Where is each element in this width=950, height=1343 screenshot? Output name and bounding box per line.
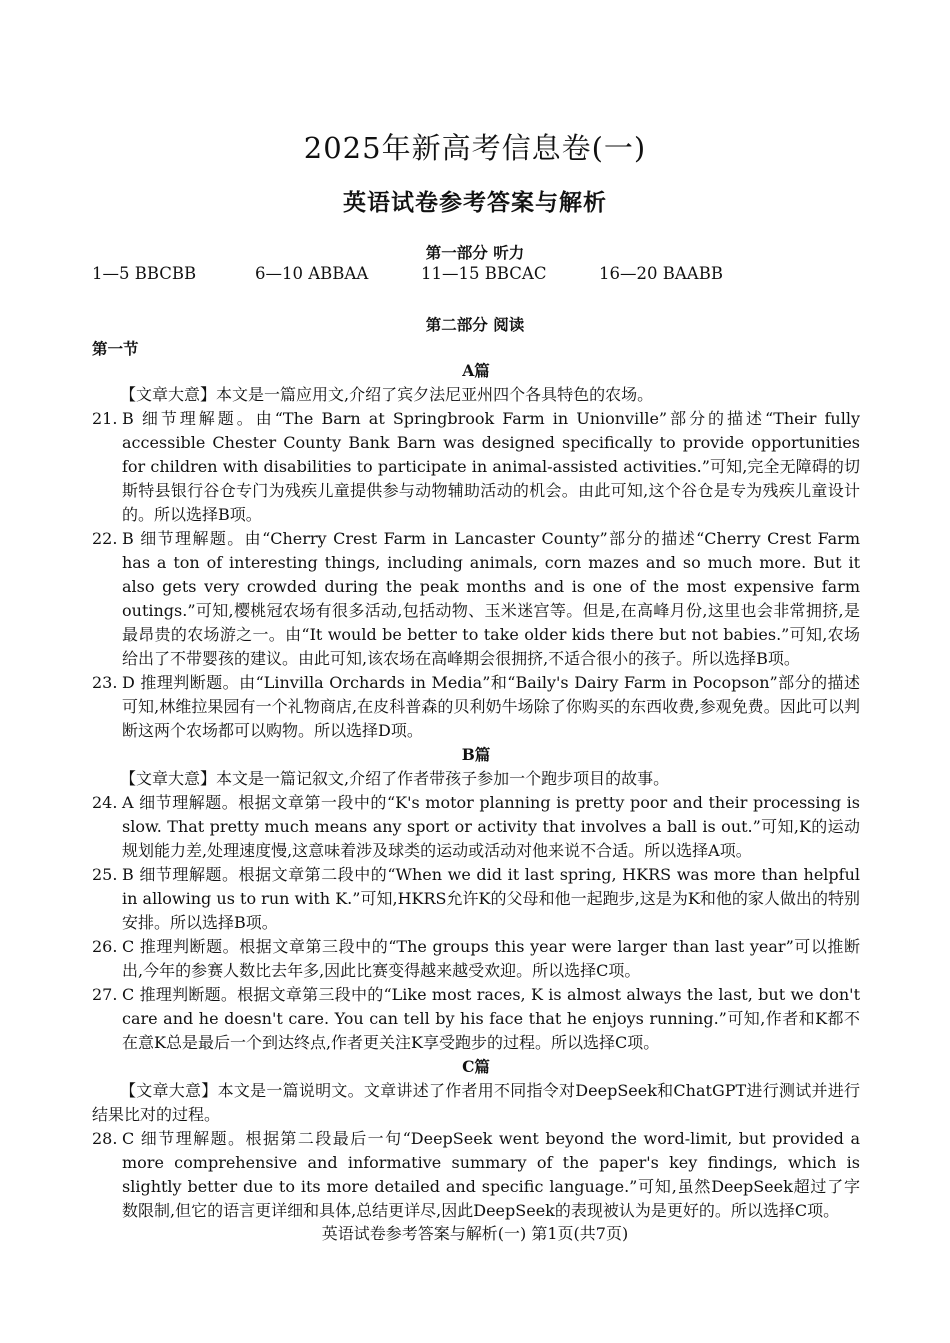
question-number: 21. bbox=[92, 409, 118, 428]
passage-c-heading: C篇 bbox=[462, 1057, 490, 1076]
answer-group: 11—15 BBCAC bbox=[421, 264, 547, 283]
question-27 bbox=[92, 983, 860, 1055]
section-heading: 第一节 bbox=[92, 339, 139, 358]
passage-a-heading: A篇 bbox=[462, 361, 490, 380]
reading-answers bbox=[92, 359, 860, 1223]
passage-b-heading: B篇 bbox=[461, 745, 491, 764]
question-explanation: C 推理判断题。根据文章第三段中的“Like most races, K is almost always the last, but we don't care and he doesn't care. You can tell by his face that he enjoys running.”可知,作者和K都不在意K总是最后一个到达终点,作者更关注K享受跑步的过程。所以选择C项。 bbox=[122, 985, 860, 1052]
question-explanation: B 细节理解题。根据文章第二段中的“When we did it last spring, HKRS was more than helpful in allowing us to run with K.”可知,HKRS允许K的父母和他一起跑步,这是为K和他的家人做出的特别安排。所以选择B项。 bbox=[122, 865, 860, 932]
question-21 bbox=[92, 407, 860, 527]
question-number: 23. bbox=[92, 673, 118, 692]
question-number: 24. bbox=[92, 793, 118, 812]
question-explanation: D 推理判断题。由“Linvilla Orchards in Media”和“Baily's Dairy Farm in Pocopson”部分的描述可知,林维拉果园有一个礼物商店,在皮科普森的贝利奶牛场除了你购买的东西收费,参观免费。因此可以判断这两个农场都可以购物。所以选择D项。 bbox=[122, 673, 860, 740]
question-26 bbox=[92, 935, 860, 983]
question-explanation: B 细节理解题。由“Cherry Crest Farm in Lancaster County”部分的描述“Cherry Crest Farm has a ton of interesting things, including animals, corn mazes and so much more. But it also gets very crowded during the peak months and is one of the most expensive farm outings.”可知,樱桃冠农场有很多活动,包括动物、玉米迷宫等。但是,在高峰月份,这里也会非常拥挤,是最昂贵的农场游之一。由“It would be better to take older kids there but not babies.”可知,农场给出了不带婴孩的建议。由此可知,该农场在高峰期会很拥挤,不适合很小的孩子。所以选择B项。 bbox=[122, 529, 860, 668]
question-number: 26. bbox=[92, 937, 118, 956]
question-23 bbox=[92, 671, 860, 743]
part1-heading: 第一部分 听力 bbox=[425, 243, 525, 262]
question-explanation: C 推理判断题。根据文章第三段中的“The groups this year were larger than last year”可以推断出,今年的参赛人数比去年多,因此比赛变得越来越受欢迎。所以选择C项。 bbox=[122, 937, 860, 980]
question-24 bbox=[92, 791, 860, 863]
question-25 bbox=[92, 863, 860, 935]
question-28 bbox=[92, 1127, 860, 1223]
question-number: 25. bbox=[92, 865, 118, 884]
listening-answers bbox=[92, 264, 723, 283]
page-subtitle: 英语试卷参考答案与解析 bbox=[343, 189, 607, 216]
part2-heading: 第二部分 阅读 bbox=[425, 315, 525, 334]
question-number: 22. bbox=[92, 529, 118, 548]
answer-group: 6—10 ABBAA bbox=[255, 264, 369, 283]
answer-group: 16—20 BAABB bbox=[599, 264, 723, 283]
answer-group: 1—5 BBCBB bbox=[92, 264, 197, 283]
question-explanation: C 细节理解题。根据第二段最后一句“DeepSeek went beyond the word-limit, but provided a more comprehensive and informative summary of the paper's key findings, which is slightly better due to its more detailed and specific language.”可知,虽然DeepSeek超过了字数限制,但它的语言更详细和具体,总结更详尽,因此DeepSeek的表现被认为是更好的。所以选择C项。 bbox=[122, 1129, 860, 1220]
passage-a-summary: 【文章大意】本文是一篇应用文,介绍了宾夕法尼亚州四个各具特色的农场。 bbox=[120, 385, 654, 404]
page-footer: 英语试卷参考答案与解析(一) 第1页(共7页) bbox=[321, 1224, 629, 1243]
question-explanation: A 细节理解题。根据文章第一段中的“K's motor planning is pretty poor and their processing is slow. That pretty much means any sport or activity that involves a ball is out.”可知,K的运动规划能力差,处理速度慢,这意味着涉及球类的运动或活动对他来说不合适。所以选择A项。 bbox=[122, 793, 860, 860]
question-explanation: B 细节理解题。由“The Barn at Springbrook Farm in Unionville”部分的描述“Their fully accessible Chester County Bank Barn was designed specifically to provide opportunities for children with disabilities to participate in animal-assisted activities.”可知,完全无障碍的切斯特县银行谷仓专门为残疾儿童提供参与动物辅助活动的机会。由此可知,这个谷仓是专为残疾儿童设计的。所以选择B项。 bbox=[122, 409, 860, 524]
page-title: 2025年新高考信息卷(一) bbox=[303, 131, 647, 165]
question-number: 27. bbox=[92, 985, 118, 1004]
passage-c-summary: 【文章大意】本文是一篇说明文。文章讲述了作者用不同指令对DeepSeek和ChatGPT进行测试并进行结果比对的过程。 bbox=[92, 1081, 860, 1124]
passage-b-summary: 【文章大意】本文是一篇记叙文,介绍了作者带孩子参加一个跑步项目的故事。 bbox=[120, 769, 670, 788]
question-22 bbox=[92, 527, 860, 671]
question-number: 28. bbox=[92, 1129, 118, 1148]
